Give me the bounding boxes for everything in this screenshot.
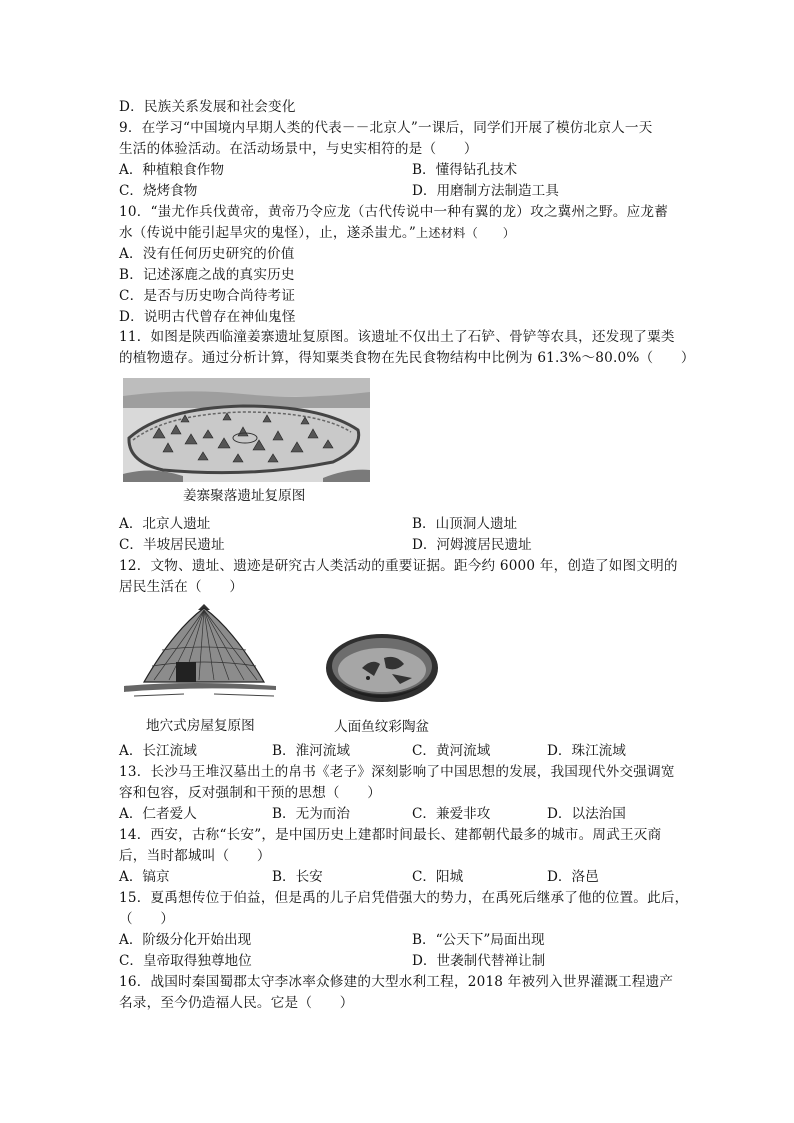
q16-stem-line1: 16．战国时秦国蜀郡太守李冰率众修建的大型水利工程，2018 年被列入世界灌溉工程遗产 — [119, 974, 674, 990]
q10-question: 上述材料（ ） — [416, 226, 516, 240]
q15-option-c: C．皇帝取得独尊地位 — [119, 953, 252, 969]
q11-stem-line2: 的植物遗存。通过分析计算，得知粟类食物在先民食物结构中比例为 61.3%～80.0%（ ） — [119, 350, 695, 366]
q11-option-b: B．山顶洞人遗址 — [412, 516, 518, 532]
q14-option-d: D．洛邑 — [547, 869, 599, 885]
q10-option-d: D．说明古代曾存在神仙鬼怪 — [119, 309, 296, 325]
q9-stem-line2: 生活的体验活动。在活动场景中，与史实相符的是（ ） — [119, 141, 478, 157]
q15-option-b: B．“公天下”局面出现 — [412, 932, 545, 948]
q13-option-b: B．无为而治 — [272, 806, 350, 822]
q14-option-a: A．镐京 — [119, 869, 170, 885]
q11-figure-caption: 姜寨聚落遗址复原图 — [183, 488, 306, 504]
painted-pottery-basin-illustration — [322, 628, 442, 712]
q14-stem-line1: 14．西安，古称“长安”，是中国历史上建都时间最长、建都朝代最多的城市。周武王灭商 — [119, 827, 662, 843]
q9-option-b: B．懂得钻孔技术 — [412, 162, 518, 178]
q11-stem-line1: 11．如图是陕西临潼姜寨遗址复原图。该遗址不仅出土了石铲、骨铲等农具，还发现了粟类 — [119, 329, 675, 345]
q13-stem-line2: 容和包容，反对强制和干预的思想（ ） — [119, 785, 382, 801]
q12-option-d: D．珠江流域 — [547, 743, 626, 759]
q15-option-d: D．世袭制代替禅让制 — [412, 953, 546, 969]
q10-option-c: C．是否与历史吻合尚待考证 — [119, 288, 296, 304]
prev-option-d: D．民族关系发展和社会变化 — [119, 99, 296, 115]
q13-option-c: C．兼爱非攻 — [412, 806, 491, 822]
q13-option-d: D．以法治国 — [547, 806, 626, 822]
q9-option-c: C．烧烤食物 — [119, 183, 198, 199]
q10-quote-end: 水（传说中能引起旱灾的鬼怪），止，遂杀蚩尤。” — [119, 225, 417, 241]
q14-stem-line2: 后，当时都城叫（ ） — [119, 848, 271, 864]
q12-figure-caption-house: 地穴式房屋复原图 — [146, 718, 255, 734]
q15-stem-line2: （ ） — [119, 911, 175, 927]
q14-option-b: B．长安 — [272, 869, 323, 885]
q15-option-a: A．阶级分化开始出现 — [119, 932, 252, 948]
q10-option-b: B．记述涿鹿之战的真实历史 — [119, 267, 295, 283]
pit-house-illustration — [124, 600, 276, 704]
q10-stem-line1: 10．“蚩尤作兵伐黄帝，黄帝乃令应龙（古代传说中一种有翼的龙）攻之冀州之野。应龙蓄 — [119, 204, 669, 220]
q11-option-d: D．河姆渡居民遗址 — [412, 537, 532, 553]
q13-option-a: A．仁者爱人 — [119, 806, 197, 822]
q12-figure-caption-basin: 人面鱼纹彩陶盆 — [334, 719, 430, 735]
q15-stem-line1: 15．夏禹想传位于伯益，但是禹的儿子启凭借强大的势力，在禹死后继承了他的位置。此后， — [119, 890, 689, 906]
q10-option-a: A．没有任何历史研究的价值 — [119, 246, 295, 262]
q9-option-d: D．用磨制方法制造工具 — [412, 183, 559, 199]
q12-option-b: B．淮河流域 — [272, 743, 350, 759]
q10-stem-line2 — [119, 223, 515, 243]
q12-stem-line2: 居民生活在（ ） — [119, 579, 244, 595]
jiangzhai-settlement-illustration — [123, 378, 370, 482]
q9-option-a: A．种植粮食作物 — [119, 162, 224, 178]
q11-option-a: A．北京人遗址 — [119, 516, 211, 532]
q13-stem-line1: 13．长沙马王堆汉墓出土的帛书《老子》深刻影响了中国思想的发展，我国现代外交强调宽 — [119, 764, 675, 780]
q12-stem-line1: 12．文物、遗址、遗迹是研究古人类活动的重要证据。距今约 6000 年，创造了如图文明的 — [119, 558, 678, 574]
q12-option-a: A．长江流域 — [119, 743, 197, 759]
q14-option-c: C．阳城 — [412, 869, 464, 885]
q12-option-c: C．黄河流域 — [412, 743, 491, 759]
q11-option-c: C．半坡居民遗址 — [119, 537, 225, 553]
q9-stem-line1: 9．在学习“中国境内早期人类的代表－－北京人”一课后，同学们开展了模仿北京人一天 — [119, 120, 653, 136]
q16-stem-line2: 名录，至今仍造福人民。它是（ ） — [119, 995, 354, 1011]
